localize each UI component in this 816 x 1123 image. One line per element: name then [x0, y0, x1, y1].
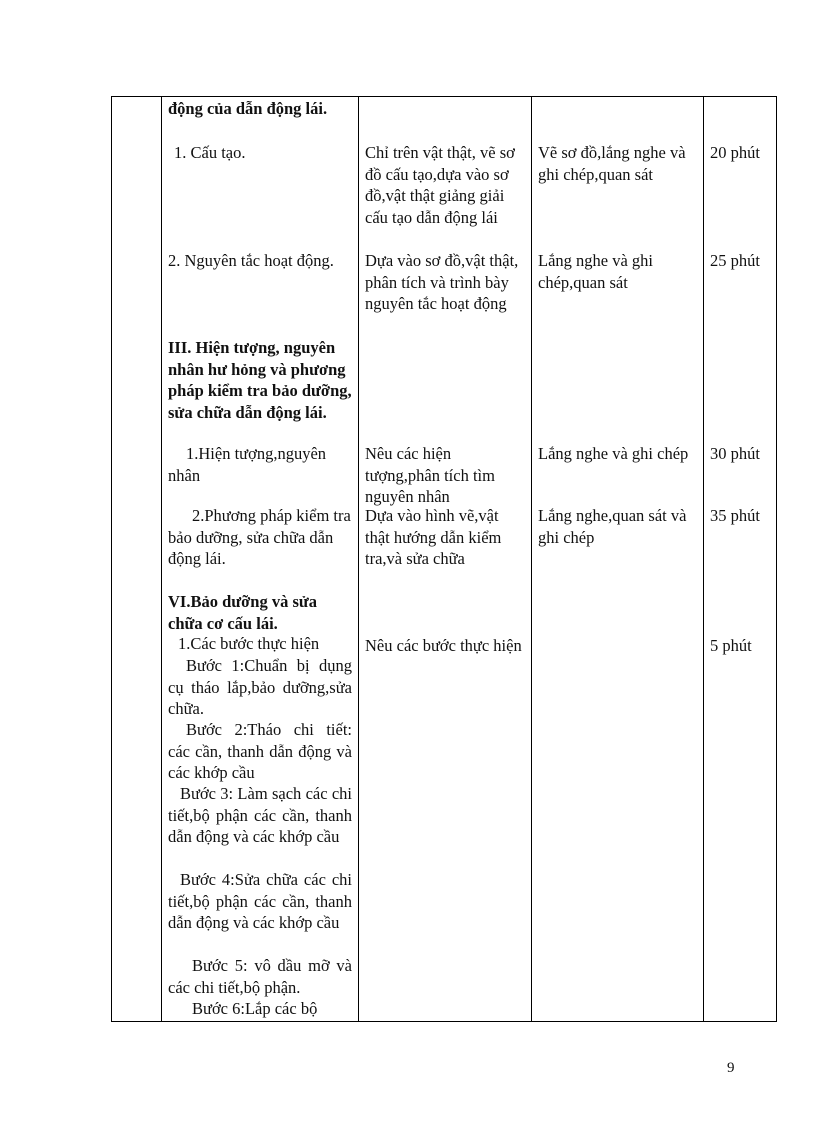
student-activity-phuong-phap: Lắng nghe,quan sát và ghi chép	[538, 506, 687, 547]
step-5: Bước 5: vô dầu mỡ và các chi tiết,bộ phận.	[168, 956, 352, 997]
section-3-heading: III. Hiện tượng, nguyên nhân hư hỏng và phương pháp kiểm tra bảo dưỡng, sửa chữa dẫn động lái.	[168, 338, 352, 422]
section-heading-continued: động của dẫn động lái.	[168, 99, 328, 118]
step-6: Bước 6:Lắp các bộ	[192, 999, 318, 1018]
student-activity-cau-tao: Vẽ sơ đồ,lắng nghe và ghi chép,quan sát	[538, 143, 686, 184]
student-activity-hien-tuong: Lắng nghe và ghi chép	[538, 444, 689, 463]
content-nguyen-tac: 2. Nguyên tắc hoạt động.	[168, 251, 334, 270]
content-cau-tao: 1. Cấu tạo.	[174, 143, 246, 162]
column-divider	[531, 97, 532, 1021]
teacher-activity-nguyen-tac: Dựa vào sơ đồ,vật thật, phân tích và trình bày nguyên tắc hoạt động	[365, 251, 519, 313]
step-3: Bước 3: Làm sạch các chi tiết,bộ phận các cần, thanh dẫn động và các khớp cầu	[168, 784, 352, 846]
step-4: Bước 4:Sửa chữa các chi tiết,bộ phận các cần, thanh dẫn động và các khớp cầu	[168, 870, 352, 932]
time-hien-tuong: 30 phút	[710, 444, 760, 463]
step-1: Bước 1:Chuẩn bị dụng cụ tháo lắp,bảo dưỡng,sửa chữa.	[168, 656, 352, 718]
teacher-activity-hien-tuong: Nêu các hiện tượng,phân tích tìm nguyên nhân	[365, 444, 495, 506]
page-number: 9	[727, 1060, 735, 1076]
teacher-activity-cac-buoc: Nêu các bước thực hiện	[365, 636, 522, 655]
time-nguyen-tac: 25 phút	[710, 251, 760, 270]
section-6-heading: VI.Bảo dưỡng và sửa chữa cơ cấu lái.	[168, 592, 318, 633]
step-2: Bước 2:Tháo chi tiết: các cần, thanh dẫn động và các khớp cầu	[168, 720, 352, 782]
time-cau-tao: 20 phút	[710, 143, 760, 162]
time-cac-buoc: 5 phút	[710, 636, 752, 655]
teacher-activity-cau-tao: Chỉ trên vật thật, vẽ sơ đồ cấu tạo,dựa vào sơ đồ,vật thật giảng giải cấu tạo dẫn động lái	[365, 143, 515, 227]
content-cac-buoc: 1.Các bước thực hiện	[178, 634, 320, 653]
teacher-activity-phuong-phap: Dựa vào hình vẽ,vật thật hướng dẫn kiểm tra,và sửa chữa	[365, 506, 502, 568]
content-phuong-phap: 2.Phương pháp kiểm tra bảo dưỡng, sửa chữa dẫn động lái.	[168, 506, 351, 568]
student-activity-nguyen-tac: Lắng nghe và ghi chép,quan sát	[538, 251, 654, 292]
column-divider	[358, 97, 359, 1021]
column-divider	[703, 97, 704, 1021]
lesson-plan-table	[111, 96, 777, 1022]
time-phuong-phap: 35 phút	[710, 506, 760, 525]
content-hien-tuong: 1.Hiện tượng,nguyên nhân	[168, 444, 327, 485]
column-divider	[161, 97, 162, 1021]
